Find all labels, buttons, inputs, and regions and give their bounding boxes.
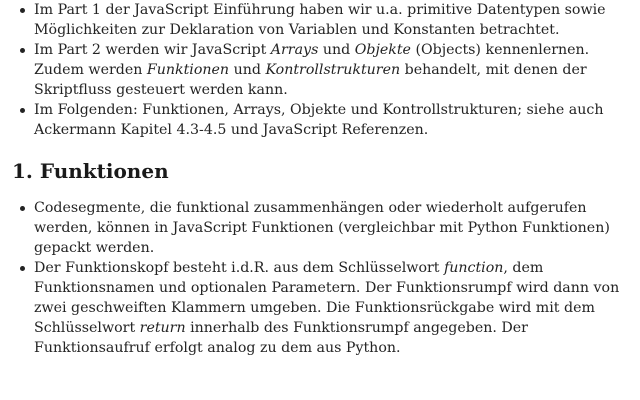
objekte-term: Objekte bbox=[354, 42, 411, 58]
intro-item-1-text: Im Part 1 der JavaScript Einführung haben wir u.a. primitive Datentypen sowie Möglichkeiten zur Deklaration von Variablen und Konstanten betrachtet. bbox=[34, 2, 606, 38]
intro-item-2-text-a: Im Part 2 werden wir JavaScript bbox=[34, 42, 271, 58]
list-item bbox=[12, 40, 632, 100]
intro-bullet-list bbox=[12, 0, 632, 140]
section-item-1-text: Codesegmente, die funktional zusammenhängen oder wiederholt aufgerufen werden, können in JavaScript Funktionen (vergleichbar mit Python Funktionen) gepackt werden. bbox=[34, 200, 610, 256]
funktionen-term: Funktionen bbox=[146, 62, 230, 78]
list-item bbox=[12, 258, 632, 358]
arrays-term: Arrays bbox=[270, 42, 319, 58]
section-item-2-text-c: innerhalb des Funktionsrumpf angegeben. Der Funktionsaufruf erfolgt analog zu dem aus Python. bbox=[34, 320, 528, 356]
return-keyword: return bbox=[139, 320, 186, 336]
list-item bbox=[12, 0, 632, 40]
intro-item-3-text: Im Folgenden: Funktionen, Arrays, Objekte und Kontrollstrukturen; siehe auch Ackermann Kapitel 4.3-4.5 und JavaScript Referenzen. bbox=[34, 102, 604, 138]
intro-item-2-text-e: behandelt, mit denen der Skriptfluss gesteuert werden kann. bbox=[34, 62, 587, 98]
function-keyword: function bbox=[443, 260, 504, 276]
section-item-2-text-b: , dem Funktionsnamen und optionalen Parametern. Der Funktionsrumpf wird dann von zwei geschweiften Klammern umgeben. Die Funktionsrückgabe wird mit dem Schlüsselwort bbox=[34, 260, 620, 336]
funktionen-bullet-list bbox=[12, 198, 632, 358]
document-content bbox=[12, 0, 632, 358]
kontrollstrukturen-term: Kontrollstrukturen bbox=[265, 62, 401, 78]
intro-item-2-text-c: (Objects) kennenlernen. Zudem werden bbox=[34, 42, 590, 78]
list-item bbox=[12, 198, 632, 258]
intro-item-2-text-d: und bbox=[229, 62, 266, 78]
section-item-2-text-a: Der Funktionskopf besteht i.d.R. aus dem Schlüsselwort bbox=[34, 260, 444, 276]
list-item bbox=[12, 100, 632, 140]
intro-item-2-text-b: und bbox=[318, 42, 355, 58]
section-heading: 1. Funktionen bbox=[12, 159, 169, 183]
